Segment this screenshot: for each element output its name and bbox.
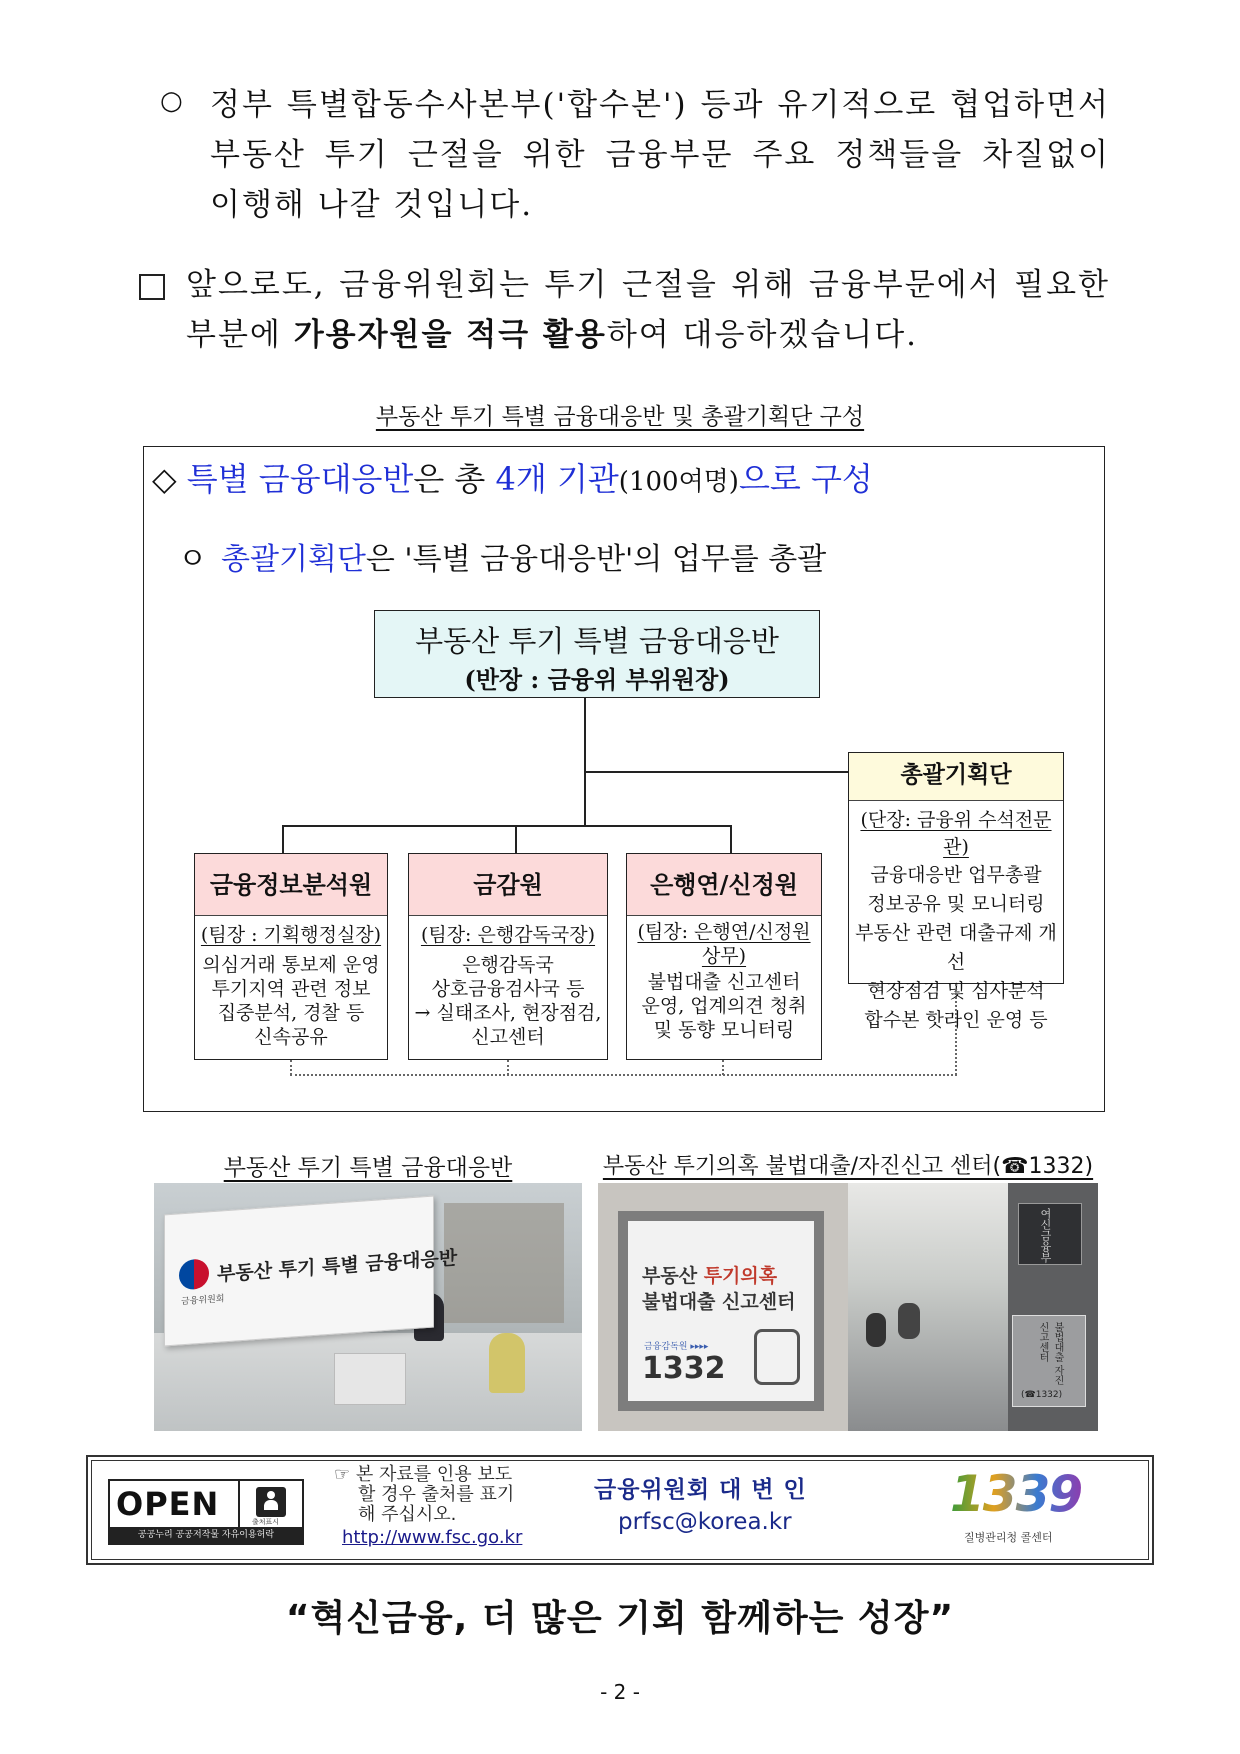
- center-sign-line2: 불법대출 신고센터: [642, 1291, 796, 1313]
- unit-desc-line: 상호금융검사국 등: [431, 978, 585, 1000]
- center-sign: [628, 1221, 814, 1401]
- footer-box: [86, 1455, 1154, 1565]
- unit-desc-line: 은행감독국: [462, 954, 554, 976]
- bookshelf: [444, 1203, 564, 1323]
- planning-item: 합수본 핫라인 운영 등: [864, 1009, 1048, 1031]
- unit-desc-line: 불법대출 신고센터: [647, 971, 801, 993]
- head1-b: 은 총: [413, 460, 496, 498]
- open-logo-text: OPEN: [116, 1485, 220, 1523]
- top-box: [374, 610, 820, 698]
- open-logo-subtext: 공공누리 공공저작물 자유이용허락: [110, 1527, 302, 1543]
- person-figure: [489, 1333, 525, 1393]
- unit-desc-line: 투기지역 관련 정보: [211, 978, 371, 1000]
- center-sign-org: 금융감독원 ▸▸▸▸: [644, 1342, 709, 1352]
- person-badge-icon: [252, 1487, 286, 1526]
- unit-leader: (팀장: 은행연/신정원 상무): [637, 921, 811, 967]
- notice-line: 할 경우 출처를 표기: [358, 1484, 515, 1505]
- figure-caption: 부동산 투기 특별 금융대응반 및 총괄기획단 구성: [375, 404, 865, 430]
- dotted-line: [722, 1060, 724, 1075]
- unit-desc-line: → 실태조사, 현장점검,: [414, 1002, 602, 1024]
- head1-d: (100여명): [618, 467, 739, 497]
- unit-box-fss: [408, 853, 608, 1060]
- person-figure: [866, 1313, 886, 1347]
- unit-desc: [195, 953, 387, 1049]
- dotted-line: [290, 1074, 957, 1076]
- unit-leader: (팀장 : 기획행정실장): [200, 924, 382, 946]
- fsc-website-link[interactable]: http://www.fsc.go.kr: [342, 1527, 523, 1548]
- notice-line: ☞ 본 자료를 인용 보도: [334, 1464, 513, 1485]
- right-photo-caption: 부동산 투기의혹 불법대출/자진신고 센터(☎1332): [602, 1154, 1094, 1179]
- door-plate: [1012, 1315, 1086, 1407]
- dotted-line: [955, 984, 957, 1075]
- citation-notice: [334, 1465, 514, 1525]
- circle-bullet-icon: ○: [160, 86, 183, 116]
- head1-blue-c: 4개 기관: [495, 460, 619, 498]
- unit-title: 금융정보분석원: [195, 854, 387, 916]
- planning-box: [848, 752, 1064, 1031]
- connector-line: [515, 825, 517, 853]
- door-plate-top-text: 여신금융부: [1039, 1208, 1052, 1263]
- unit-leader: (팀장: 은행감독국장): [420, 924, 596, 946]
- unit-title: 은행연/신정원: [627, 854, 821, 916]
- door-plate-number: (☎1332): [1021, 1390, 1063, 1400]
- open-logo-divider: [238, 1481, 240, 1527]
- left-office-photo: [154, 1183, 582, 1431]
- bullet2-line2-end: 하여 대응하겠습니다.: [606, 317, 919, 353]
- center-sign-number: 1332: [642, 1351, 726, 1386]
- unit-desc: [409, 953, 607, 1049]
- right-center-photo: [598, 1183, 1098, 1431]
- bullet2-line2: [186, 310, 1110, 360]
- connector-line: [282, 825, 732, 827]
- head2-blue: 총괄기획단: [220, 542, 366, 577]
- spokesman-email[interactable]: prfsc@korea.kr: [618, 1509, 792, 1535]
- slogan: “혁신금융, 더 많은 기회 함께하는 성장”: [285, 1598, 955, 1639]
- connector-line: [730, 825, 732, 853]
- unit-desc-line: 운영, 업계의견 청취: [641, 995, 807, 1017]
- dotted-line: [507, 1060, 509, 1075]
- bullet2-emphasis: 가용자원을 적극 활용: [293, 317, 607, 353]
- bullet1-line2: 부동산 투기 근절을 위한 금융부문 주요 정책들을 차질없이: [210, 137, 1110, 173]
- hotline-1339-logo: 1339: [950, 1465, 1082, 1523]
- center-sign-line1-b: 투기의혹: [703, 1265, 778, 1287]
- checkbox-square-icon: [139, 274, 165, 300]
- counter: [334, 1353, 406, 1405]
- connector-line: [584, 698, 586, 826]
- bullet2-line1: 앞으로도, 금융위원회는 투기 근절을 위해 금융부문에서 필요한: [186, 267, 1110, 303]
- unit-title: 금감원: [409, 854, 607, 916]
- unit-desc-line: 및 동향 모니터링: [653, 1019, 795, 1041]
- center-sign-frame: [618, 1211, 824, 1411]
- spokesman-label: 금융위원회 대 변 인: [594, 1477, 807, 1503]
- left-photo-caption: 부동산 투기 특별 금융대응반: [223, 1155, 513, 1181]
- unit-box-kofiu: [194, 853, 388, 1060]
- planning-title: 총괄기획단: [849, 753, 1063, 801]
- person-figure: [898, 1303, 920, 1339]
- badge-body: [264, 1500, 278, 1510]
- unit-desc-line: 신속공유: [254, 1026, 328, 1048]
- bullet2-line2-start: 부분에: [186, 317, 294, 353]
- door-plate-text: 불법대출 자진신고센터: [1037, 1322, 1063, 1386]
- bullet-icon: ㅇ: [178, 542, 207, 577]
- left-sign-org: 금융위원회: [181, 1294, 225, 1308]
- dotted-line: [290, 1060, 292, 1075]
- badge-head: [267, 1491, 275, 1499]
- bullet1-line1: 정부 특별합동수사본부('합수본') 등과 유기적으로 협업하면서: [210, 87, 1110, 123]
- connector-line: [282, 825, 284, 853]
- figure-heading-2: [178, 534, 826, 578]
- planning-item: 현장점검 및 심사분석: [867, 980, 1045, 1002]
- bullet1-line3: 이행해 나갈 것입니다.: [210, 187, 534, 223]
- top-box-subtitle: (반장 : 금융위 부위원장): [464, 665, 730, 694]
- connector-line: [584, 771, 848, 773]
- hanging-sign: [164, 1196, 458, 1347]
- planning-leader: (단장: 금융위 수석전문관): [860, 809, 1052, 858]
- telephone-icon: [754, 1329, 800, 1385]
- open-license-logo: [108, 1479, 304, 1545]
- head1-blue-a: 특별 금융대응반: [186, 460, 414, 498]
- head2-rest: 은 '특별 금융대응반'의 업무를 총괄: [365, 542, 827, 577]
- taegeuk-logo-icon: [179, 1258, 209, 1290]
- figure-heading-1: [152, 454, 873, 500]
- left-sign-text: 부동산 투기 특별 금융대응반: [217, 1246, 458, 1286]
- head1-blue-e: 으로 구성: [738, 460, 873, 498]
- page-number: - 2 -: [600, 1680, 640, 1704]
- door-plate-top: [1018, 1203, 1082, 1265]
- center-sign-line1-a: 부동산: [642, 1265, 704, 1287]
- center-sign-line1: [642, 1261, 777, 1288]
- planning-item: 부동산 관련 대출규제 개선: [855, 922, 1057, 973]
- unit-desc-line: 의심거래 통보제 운영: [202, 954, 380, 976]
- diamond-icon: ◇: [152, 460, 177, 498]
- hotline-subtext: 질병관리청 콜센터: [964, 1531, 1053, 1544]
- top-box-title: 부동산 투기 특별 금융대응반: [415, 624, 779, 658]
- planning-item: 정보공유 및 모니터링: [867, 893, 1045, 915]
- planning-item: 금융대응반 업무총괄: [870, 864, 1042, 886]
- unit-desc-line: 집중분석, 경찰 등: [217, 1002, 365, 1024]
- notice-line: 해 주십시오.: [358, 1504, 457, 1525]
- unit-box-banks: [626, 853, 822, 1060]
- badge-label: 출처표시: [252, 1518, 280, 1526]
- unit-desc-line: 신고센터: [471, 1026, 545, 1048]
- unit-desc: [627, 970, 821, 1042]
